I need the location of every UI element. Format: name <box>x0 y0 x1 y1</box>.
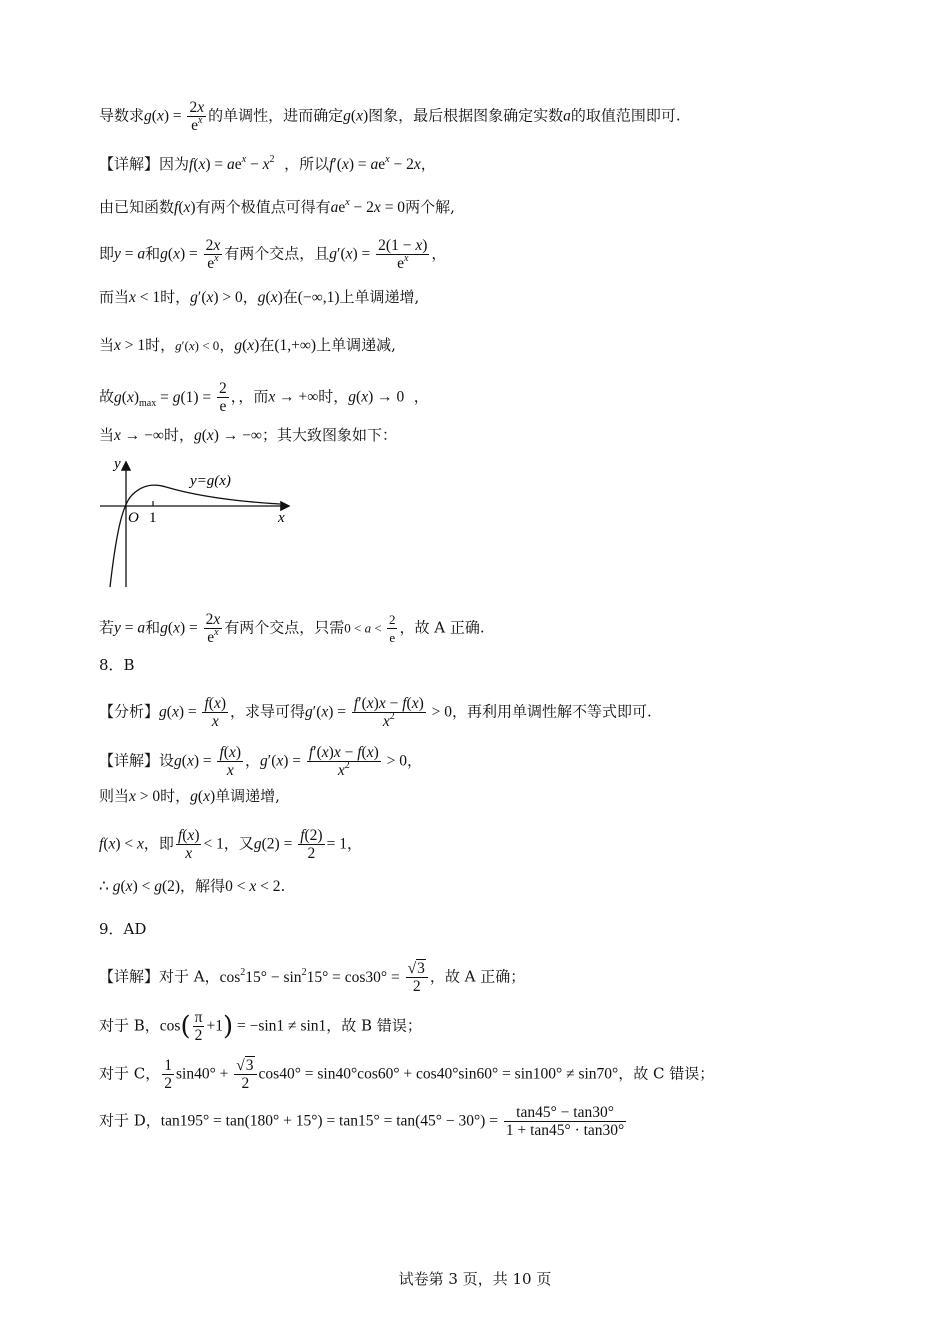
line-2: 【详解】因为$f(x) = ae^x - x^2$ ，所以$f'(x) = ae^x - 2x$， <box>99 154 436 173</box>
line-13: 则当x > 0时，g(x)单调递增, <box>99 787 280 805</box>
line-15: ∴ g(x) < g(2)，解得0 < x < 2. <box>99 877 286 895</box>
tick-label-1: 1 <box>149 510 157 526</box>
fraction: $\frac{2x}{e^x}$ <box>205 611 221 646</box>
line-6: 当x > 1时，g′(x) < 0，g(x)在(1,+∞)上单调递减, <box>99 336 396 354</box>
line-1: 导数求g(x) = $\frac{2x}{e^x}$ 的单调性，进而确定g(x)图象，最后根据图象确定实数a的取值范围即可. <box>99 99 681 134</box>
fraction: $\frac{\tan 45^\circ - \tan 30^\circ}{1 + \tan 45^\circ \cdot \tan 30^\circ}$ <box>505 1104 625 1139</box>
fraction: $\frac{2}{e}$ <box>219 380 227 415</box>
curve-label: y=g(x) <box>190 473 231 489</box>
fraction: $\frac{f(x)}{x}$ <box>177 827 200 862</box>
fraction: $\frac{√3}{2}$ <box>406 960 428 995</box>
function-graph <box>98 455 298 595</box>
line-12: 【详解】设g(x) = $\frac{f(x)}{x}$ ，g′(x) = $\frac{f'(x)x - f(x)}{x^2}$ > 0， <box>99 744 423 779</box>
fraction: $\frac{f(2)}{2}$ <box>300 827 323 862</box>
fraction: $\frac{f'(x)x - f(x)}{x^2}$ <box>353 695 424 730</box>
fraction: $\frac{2}{e}$ <box>388 612 396 645</box>
fraction: $\frac{f(x)}{x}$ <box>219 744 242 779</box>
origin-label: O <box>128 510 139 526</box>
fraction: $\frac{1}{2}$ <box>164 1057 172 1092</box>
line-9: 若y = a和g(x) = $\frac{2x}{e^x}$ 有两个交点，只需0 < a < $\frac{2}{e}$ ，故 A 正确. <box>99 611 485 646</box>
question-8-header: 8．B <box>99 656 135 674</box>
line-3: 由已知函数f(x)有两个极值点可得有$ae^x - 2x = 0$两个解, <box>99 197 455 216</box>
y-axis-label: y <box>114 456 121 472</box>
fraction: $\frac{f(x)}{x}$ <box>204 695 227 730</box>
fraction: $\frac{\pi}{2}$ <box>194 1009 203 1044</box>
fraction: $\frac{f'(x)x - f(x)}{x^2}$ <box>308 744 379 779</box>
fraction: $\frac{2x}{e^x}$ <box>205 237 221 272</box>
fraction: $\frac{√3}{2}$ <box>234 1057 256 1092</box>
curve-g <box>110 485 280 587</box>
fraction: $\frac{2x}{e^x}$ <box>189 99 205 134</box>
line-5: 而当x < 1时，g′(x) > 0，g(x)在(−∞,1)上单调递增, <box>99 288 420 306</box>
page-footer: 试卷第 3 页，共 10 页 <box>398 1270 552 1288</box>
line-8: 当x → −∞时，g(x) → −∞；其大致图象如下： <box>99 426 397 444</box>
line-4: 即y = a和g(x) = $\frac{2x}{e^x}$ 有两个交点，且g′(x) = $\frac{2(1 - x)}{e^x}$ ， <box>99 237 447 272</box>
line-17: 【详解】对于 A，$\cos^215^\circ - \sin^215^\circ = \cos 30^\circ$ = $\frac{√3}{2}$ ，故 A 正确； <box>99 960 526 995</box>
line-7: 故$g(x)_{max} = g(1)$ = $\frac{2}{e}$ ，，而x → +∞时，g(x) → 0 ， <box>99 380 429 415</box>
question-9-header: 9．AD <box>99 920 147 938</box>
x-axis-label: x <box>278 510 285 526</box>
line-11: 【分析】g(x) = $\frac{f(x)}{x}$ ，求导可得g′(x) = $\frac{f'(x)x - f(x)}{x^2}$ > 0，再利用单调性解不等式即可. <box>99 695 652 730</box>
line-18: 对于 B，cos( $\frac{\pi}{2}$ +1) = −sin1 ≠ sin1，故 B 错误； <box>99 1009 422 1044</box>
line-19: 对于 C， $\frac{1}{2}$ sin40° + $\frac{√3}{2}$ cos40° = sin40°cos60° + cos40°sin60° = sin100° ≠ sin70°，故 C 错误； <box>99 1057 715 1092</box>
line-20: 对于 D，tan195° = tan(180° + 15°) = tan15° = tan(45° − 30°) = $\frac{\tan 45^\circ - \tan 30^\circ}{1 + \tan 45^\circ \cdot \tan 30^\circ}$ <box>99 1104 625 1139</box>
line-14: f(x) < x，即 $\frac{f(x)}{x}$ < 1，又g(2) = $\frac{f(2)}{2}$ = 1， <box>99 827 362 862</box>
fraction: $\frac{2(1 - x)}{e^x}$ <box>378 237 428 272</box>
